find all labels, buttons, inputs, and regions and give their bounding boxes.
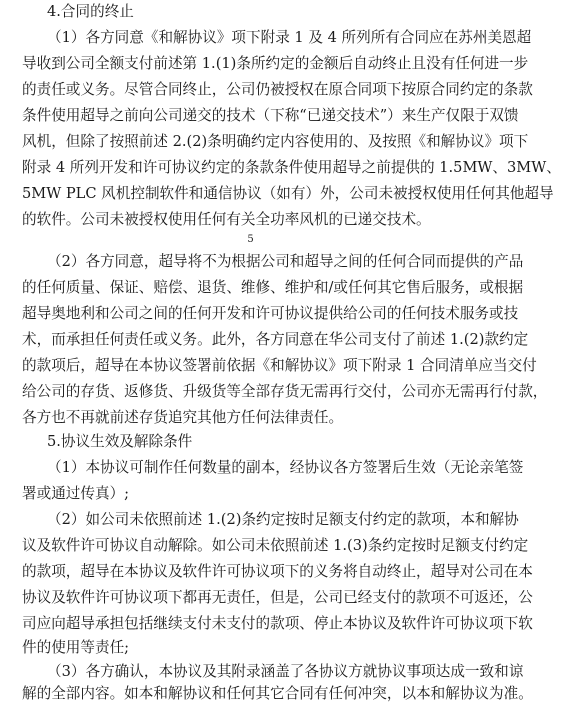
paragraph-line: 署或通过传真）; — [22, 485, 130, 502]
paragraph-line: 条件使用超导之前向公司递交的技术（下称“已递交技术”）来生产仅限于双馈 — [22, 107, 519, 124]
paragraph-line: 5MW PLC 风机控制软件和通信协议（如有）外，公司未被授权使用任何其他超导 — [22, 185, 554, 202]
paragraph-line: 附录 4 所列开发和许可协议约定的条款条件使用超导之前提供的 1.5MW、3MW、 — [22, 159, 561, 176]
paragraph-line: （1）各方同意《和解协议》项下附录 1 及 4 所列所有合同应在苏州美恩超 — [47, 29, 532, 46]
paragraph-line: 超导奥地利和公司之间的任何开发和许可协议提供给公司的任何技术服务或技 — [22, 305, 519, 322]
paragraph-line: 解的全部内容。如本和解协议和任何其它合同有任何冲突，以本和解协议为准。 — [22, 685, 533, 702]
paragraph-line: （3）各方确认，本协议及其附录涵盖了各协议方就协议事项达成一致和谅 — [47, 663, 524, 680]
paragraph-line: 风机，但除了按照前述 2.(2)条明确约定内容使用的、及按照《和解协议》项下 — [22, 133, 529, 150]
paragraph-line: 议及软件许可协议自动解除。如公司未依照前述 1.(3)条约定按时足额支付约定 — [22, 537, 529, 554]
paragraph-line: （1）本协议可制作任何数量的副本，经协议各方签署后生效（无论亲笔签 — [47, 459, 524, 476]
section-heading-effectiveness: 5.协议生效及解除条件 — [47, 433, 193, 450]
section-heading-termination: 4.合同的终止 — [47, 3, 134, 20]
paragraph-line: （2）各方同意，超导将不为根据公司和超导之间的任何合同而提供的产品 — [47, 253, 524, 270]
paragraph-line: 的款项后，超导在本协议签署前依据《和解协议》项下附录 1 合同清单应当交付 — [22, 357, 537, 374]
paragraph-line: （2）如公司未依照前述 1.(2)条约定按时足额支付约定的款项，本和解协 — [47, 511, 519, 528]
paragraph-line: 的责任或义务。尽管合同终止，公司仍被授权在原合同项下按原合同约定的条款 — [22, 81, 533, 98]
paragraph-line: 术，而承担任何责任或义务。此外，各方同意在华公司支付了前述 1.(2)款约定 — [22, 331, 529, 348]
paragraph-line: 件的使用等责任; — [22, 639, 130, 656]
paragraph-line: 的软件。公司未被授权使用任何有关全功率风机的已递交技术。 — [22, 211, 431, 228]
paragraph-line: 司应向超导承担包括继续支付未支付的款项、停止本协议及软件许可协议项下软 — [22, 615, 533, 632]
paragraph-line: 的款项，超导在本协议及软件许可协议项下的义务将自动终止，超导对公司在本 — [22, 563, 533, 580]
page-number: 5 — [247, 234, 254, 245]
paragraph-line: 各方也不再就前述存货追究其他方任何法律责任。 — [22, 409, 344, 426]
paragraph-line: 的任何质量、保证、赔偿、退货、维修、维护和/或任何其它售后服务，或根据 — [22, 279, 524, 296]
paragraph-line: 协议及软件许可协议项下都再无责任，但是，公司已经支付的款项不可返还，公 — [22, 589, 533, 606]
paragraph-line: 给公司的存货、返修货、升级货等全部存货无需再行交付，公司亦无需再行付款， — [22, 383, 548, 400]
paragraph-line: 导收到公司全额支付前述第 1.(1)条所约定的金额后自动终止且没有任何进一步 — [22, 55, 529, 72]
